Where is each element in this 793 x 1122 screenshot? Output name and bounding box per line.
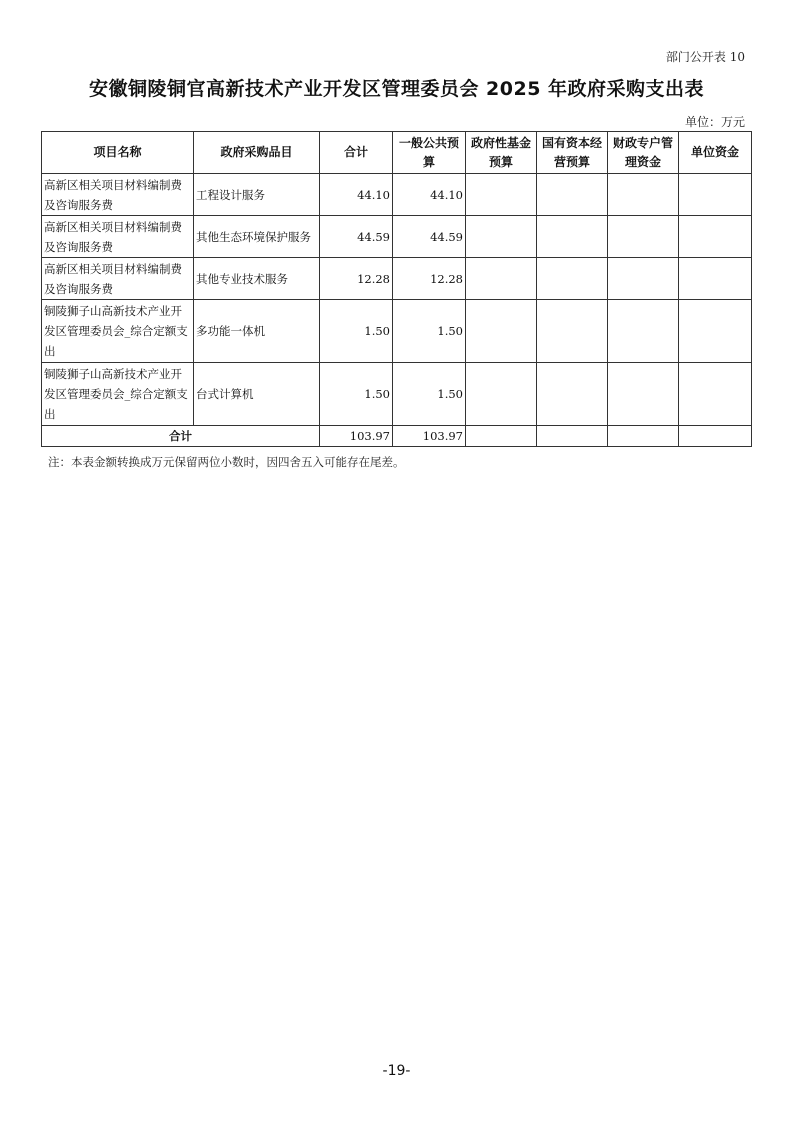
cell-item: 多功能一体机 <box>194 300 320 363</box>
col-header-general-budget: 一般公共预算 <box>393 132 466 174</box>
cell-state-capital-budget <box>537 300 608 363</box>
cell-unit-funds <box>679 363 752 426</box>
unit-label: 单位：万元 <box>684 115 745 129</box>
cell-fund-budget <box>466 363 537 426</box>
cell-total: 12.28 <box>320 258 393 300</box>
col-header-state-capital-budget: 国有资本经营预算 <box>537 132 608 174</box>
cell-fund-budget <box>466 258 537 300</box>
cell-general-budget: 44.10 <box>393 174 466 216</box>
cell-special-account <box>608 300 679 363</box>
cell-general-budget: 12.28 <box>393 258 466 300</box>
col-header-fund-budget: 政府性基金预算 <box>466 132 537 174</box>
cell-special-account <box>608 216 679 258</box>
cell-special-account <box>608 258 679 300</box>
cell-item: 工程设计服务 <box>194 174 320 216</box>
cell-unit-funds <box>679 258 752 300</box>
table-row <box>42 174 752 216</box>
table-row <box>42 300 752 363</box>
cell-special-account <box>608 363 679 426</box>
table-row <box>42 216 752 258</box>
cell-project: 铜陵狮子山高新技术产业开发区管理委员会_综合定额支出 <box>42 363 194 426</box>
total-special-account <box>608 426 679 447</box>
cell-unit-funds <box>679 216 752 258</box>
cell-state-capital-budget <box>537 216 608 258</box>
form-number-label: 部门公开表 10 <box>665 50 745 64</box>
cell-item: 其他生态环境保护服务 <box>194 216 320 258</box>
cell-total: 1.50 <box>320 363 393 426</box>
cell-fund-budget <box>466 174 537 216</box>
footnote: 注：本表金额转换成万元保留两位小数时，因四舍五入可能存在尾差。 <box>48 455 405 469</box>
cell-total: 44.10 <box>320 174 393 216</box>
cell-general-budget: 1.50 <box>393 363 466 426</box>
col-header-unit-funds: 单位资金 <box>679 132 752 174</box>
col-header-total: 合计 <box>320 132 393 174</box>
cell-general-budget: 1.50 <box>393 300 466 363</box>
cell-project: 铜陵狮子山高新技术产业开发区管理委员会_综合定额支出 <box>42 300 194 363</box>
total-sum: 103.97 <box>320 426 393 447</box>
table-row <box>42 258 752 300</box>
cell-project: 高新区相关项目材料编制费及咨询服务费 <box>42 258 194 300</box>
total-unit-funds <box>679 426 752 447</box>
cell-project: 高新区相关项目材料编制费及咨询服务费 <box>42 216 194 258</box>
total-state-capital-budget <box>537 426 608 447</box>
procurement-table <box>41 131 752 447</box>
cell-unit-funds <box>679 300 752 363</box>
cell-state-capital-budget <box>537 363 608 426</box>
total-row <box>42 426 752 447</box>
cell-state-capital-budget <box>537 258 608 300</box>
cell-total: 44.59 <box>320 216 393 258</box>
table-row <box>42 363 752 426</box>
cell-fund-budget <box>466 216 537 258</box>
total-fund-budget <box>466 426 537 447</box>
cell-state-capital-budget <box>537 174 608 216</box>
cell-total: 1.50 <box>320 300 393 363</box>
page-number: -19- <box>382 1063 411 1079</box>
page-title: 安徽铜陵铜官高新技术产业开发区管理委员会 2025 年政府采购支出表 <box>88 78 705 100</box>
cell-item: 其他专业技术服务 <box>194 258 320 300</box>
total-general-budget: 103.97 <box>393 426 466 447</box>
cell-project: 高新区相关项目材料编制费及咨询服务费 <box>42 174 194 216</box>
cell-unit-funds <box>679 174 752 216</box>
col-header-special-account: 财政专户管理资金 <box>608 132 679 174</box>
total-label: 合计 <box>42 426 320 447</box>
cell-fund-budget <box>466 300 537 363</box>
table-header-row <box>42 132 752 174</box>
cell-item: 台式计算机 <box>194 363 320 426</box>
col-header-project: 项目名称 <box>42 132 194 174</box>
cell-general-budget: 44.59 <box>393 216 466 258</box>
cell-special-account <box>608 174 679 216</box>
col-header-item: 政府采购品目 <box>194 132 320 174</box>
